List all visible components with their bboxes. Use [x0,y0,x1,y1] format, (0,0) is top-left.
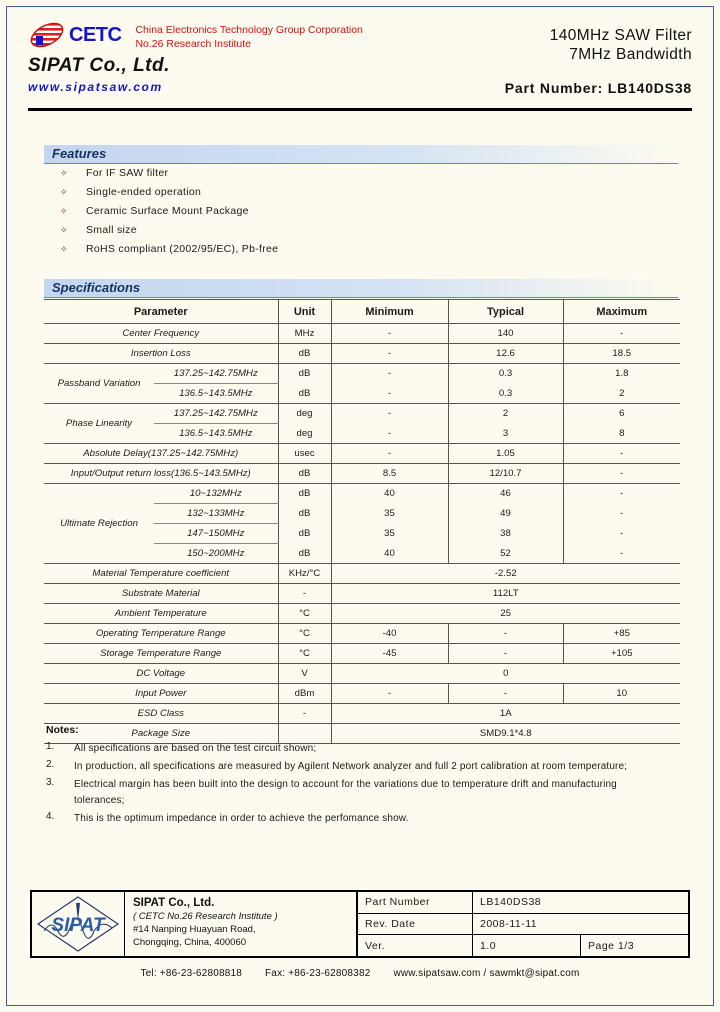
param-range-cell: 147~150MHz [154,524,278,544]
unit-cell: KHz/°C [278,564,331,584]
header-divider-rule [28,108,692,111]
col-header-parameter: Parameter [44,300,278,324]
min-value-cell: - [331,424,448,444]
table-row [44,344,680,364]
cetc-wordmark: CETC [69,24,122,46]
table-row [44,584,680,604]
footer-meta-table [358,892,688,956]
specifications-banner-label: Specifications [52,280,141,295]
param-name-cell: DC Voltage [44,664,278,684]
specifications-banner [44,279,678,298]
table-row [44,704,680,724]
max-value-cell: 1.8 [615,368,629,380]
param-name-cell: Ultimate Rejection [44,484,154,564]
cetc-ellipse-icon [28,22,66,48]
min-value-cell: - [331,364,448,384]
note-text: All specifications are based on the test circuit shown; [74,743,317,754]
max-value-cell: - [563,324,680,344]
note-text: This is the optimum impedance in order to achieve the perfomance show. [74,813,409,824]
cetc-logo-block [28,22,428,51]
cetc-company-text [135,22,362,51]
param-range-cell: 136.5~143.5MHz [154,424,278,444]
specifications-table-head [44,300,680,324]
feature-item-label: Single-ended operation [86,186,202,198]
feature-item [60,186,660,205]
typ-value-cell: 2 [448,404,563,424]
col-header-unit: Unit [278,300,331,324]
typ-value-cell: - [448,644,563,664]
max-value-cell: - [620,528,624,539]
feature-item-label: Ceramic Surface Mount Package [86,205,249,217]
note-item [46,777,682,809]
param-name-cell: Substrate Material [44,584,278,604]
cetc-company-line1: China Electronics Technology Group Corporation [135,24,363,36]
table-row [44,564,680,584]
param-name-cell: Package Size [44,724,278,744]
table-row [44,404,680,424]
footer-meta-value: LB140DS38 [480,896,542,909]
footer-meta-value: 1.0 [480,939,497,952]
typ-value-cell: 3 [448,424,563,444]
footer-contact-line [30,968,690,979]
feature-item-label: For IF SAW filter [86,167,169,179]
note-number: 1. [46,741,55,752]
max-value-cell: - [620,508,624,519]
table-row [44,644,680,664]
unit-cell: dB [278,464,331,484]
typ-value-cell: 52 [448,544,563,564]
table-row [44,484,680,504]
footer-address-line1: #14 Nanping Huayuan Road, [133,924,256,935]
unit-cell: dB [278,364,331,384]
max-value-cell: - [563,464,680,484]
typ-value-cell: 12/10.7 [448,464,563,484]
footer-box [30,890,690,958]
unit-cell: dB [278,344,331,364]
features-banner [44,145,678,164]
typ-value-cell: 46 [448,484,563,504]
table-row [44,604,680,624]
sipat-company-name: SIPAT Co., Ltd. [28,55,170,76]
footer-meta-row [358,935,688,956]
merged-value-cell: SMD9.1*4.8 [331,724,680,744]
typ-value-cell: - [448,624,563,644]
footer-address-block [125,892,358,956]
specifications-table-body [44,324,680,744]
min-value-cell: - [331,684,448,704]
unit-cell: dB [278,484,331,504]
note-number: 2. [46,759,55,770]
footer-address-line2: Chongqing, China, 400060 [133,937,247,948]
diamond-bullet-icon: ✧ [60,244,68,254]
min-value-cell: - [331,384,448,404]
unit-cell: dB [278,524,331,544]
diamond-bullet-icon: ✧ [60,187,68,197]
unit-cell: MHz [278,324,331,344]
max-value-cell: +85 [563,624,680,644]
footer-company-name: SIPAT Co., Ltd. [133,897,215,909]
param-name-cell: Passband Variation [44,364,154,404]
max-value-cell: 8 [563,424,680,444]
table-header-row [44,300,680,324]
svg-text:SIPAT: SIPAT [51,915,105,936]
unit-cell: dBm [278,684,331,704]
param-range-cell: 136.5~143.5MHz [154,384,278,404]
param-name-cell: Input/Output return loss(136.5~143.5MHz) [44,464,278,484]
table-row [44,364,680,384]
param-name-cell: Storage Temperature Range [44,644,278,664]
unit-cell: dB [278,544,331,564]
col-header-typical: Typical [448,300,563,324]
param-name-cell: Input Power [44,684,278,704]
typ-value-cell: 38 [448,524,563,544]
max-value-cell: - [563,444,680,464]
merged-value-cell: 1A [331,704,680,724]
sipat-logo [32,892,125,956]
diamond-bullet-icon: ✧ [60,168,68,178]
typ-value-cell: 0.3 [448,384,563,404]
cetc-company-line2: No.26 Research Institute [135,38,252,50]
min-value-cell: 35 [331,504,448,524]
note-number: 4. [46,811,55,822]
feature-item [60,167,660,186]
typ-value-cell: 140 [448,324,563,344]
page-header [28,22,692,102]
typ-value-cell: - [448,684,563,704]
notes-section [46,724,682,829]
min-value-cell: 40 [331,544,448,564]
feature-item [60,243,660,262]
unit-cell: deg [278,404,331,424]
footer-meta-row [358,914,688,936]
merged-value-cell: 0 [331,664,680,684]
diamond-bullet-icon: ✧ [60,206,68,216]
unit-cell: - [278,704,331,724]
col-header-maximum: Maximum [563,300,680,324]
footer-meta-value: 2008-11-11 [480,918,538,930]
max-value-cell: 6 [619,408,625,420]
min-value-cell: 8.5 [331,464,448,484]
typ-value-cell: 1.05 [448,444,563,464]
features-list [60,167,660,262]
notes-title: Notes: [46,724,79,736]
max-value-cell: - [563,544,680,564]
param-name-cell: ESD Class [44,704,278,724]
unit-cell: °C [278,624,331,644]
header-part-number: Part Number: LB140DS38 [504,80,692,96]
notes-list [46,741,682,827]
param-name-cell: Ambient Temperature [44,604,278,624]
max-value-cell: - [620,488,624,500]
sipat-diamond-icon [36,895,120,953]
feature-item [60,224,660,243]
unit-cell: dB [278,504,331,524]
diamond-bullet-icon: ✧ [60,225,68,235]
unit-cell: V [278,664,331,684]
table-row [44,464,680,484]
product-title-line2: 7MHz Bandwidth [569,46,692,63]
footer-meta-label: Ver. [358,935,473,956]
note-text: In production, all specifications are measured by Agilent Network analyzer and full 2 port calibration at room temperature; [74,761,628,772]
param-range-cell: 137.25~142.75MHz [154,404,278,424]
param-range-cell: 132~133MHz [154,504,278,524]
min-value-cell: - [331,404,448,424]
min-value-cell: -40 [331,624,448,644]
footer-meta-row [358,892,688,914]
footer-page-number: Page 1/3 [580,935,688,956]
min-value-cell: -45 [331,644,448,664]
note-item [46,759,682,775]
min-value-cell: - [331,344,448,364]
unit-cell: deg [278,424,331,444]
merged-value-cell: 112LT [331,584,680,604]
feature-item [60,205,660,224]
unit-cell: - [278,584,331,604]
merged-value-cell: 25 [331,604,680,624]
param-range-cell: 150~200MHz [154,544,278,564]
unit-cell: dB [278,384,331,404]
table-row [44,624,680,644]
max-value-cell: 10 [563,684,680,704]
param-name-cell: Absolute Delay(137.25~142.75MHz) [44,444,278,464]
param-name-cell: Center Frequency [44,324,278,344]
table-row [44,324,680,344]
footer-institute: ( CETC No.26 Research Institute ) [133,911,278,922]
unit-cell: °C [278,604,331,624]
footer-meta-label: Part Number [358,892,473,913]
note-text: Electrical margin has been built into the design to account for the variations due to temperature drift and manufacturing tolerances; [74,779,617,806]
features-banner-label: Features [52,146,107,161]
param-range-cell: 10~132MHz [154,484,278,504]
table-row [44,684,680,704]
max-value-cell: 18.5 [563,344,680,364]
sipat-website-url[interactable]: www.sipatsaw.com [28,80,163,94]
param-name-cell: Material Temperature coefficient [44,564,278,584]
typ-value-cell: 0.3 [448,364,563,384]
param-range-cell: 137.25~142.75MHz [154,364,278,384]
specifications-table [44,299,680,744]
param-name-cell: Operating Temperature Range [44,624,278,644]
note-item [46,811,682,827]
col-header-minimum: Minimum [331,300,448,324]
unit-cell: °C [278,644,331,664]
min-value-cell: 35 [331,524,448,544]
footer-meta-label: Rev. Date [358,914,473,935]
param-name-cell: Phase Linearity [44,404,154,444]
min-value-cell: - [331,324,448,344]
unit-cell: usec [278,444,331,464]
typ-value-cell: 12.6 [448,344,563,364]
footer-web[interactable]: www.sipatsaw.com / sawmkt@sipat.com [393,968,580,979]
merged-value-cell: -2.52 [331,564,680,584]
min-value-cell: - [331,444,448,464]
header-left [28,22,428,94]
param-name-cell: Insertion Loss [44,344,278,364]
note-number: 3. [46,777,55,788]
table-row [44,444,680,464]
feature-item-label: RoHS compliant (2002/95/EC), Pb-free [86,243,279,255]
footer-fax: Fax: +86-23-62808382 [265,968,371,979]
typ-value-cell: 49 [448,504,563,524]
table-row [44,664,680,684]
max-value-cell: 2 [563,384,680,404]
min-value-cell: 40 [331,484,448,504]
feature-item-label: Small size [86,224,137,236]
product-title-line1: 140MHz SAW Filter [549,27,692,44]
max-value-cell: +105 [563,644,680,664]
header-right [372,26,692,96]
note-item [46,741,682,757]
footer-tel: Tel: +86-23-62808818 [140,968,243,979]
